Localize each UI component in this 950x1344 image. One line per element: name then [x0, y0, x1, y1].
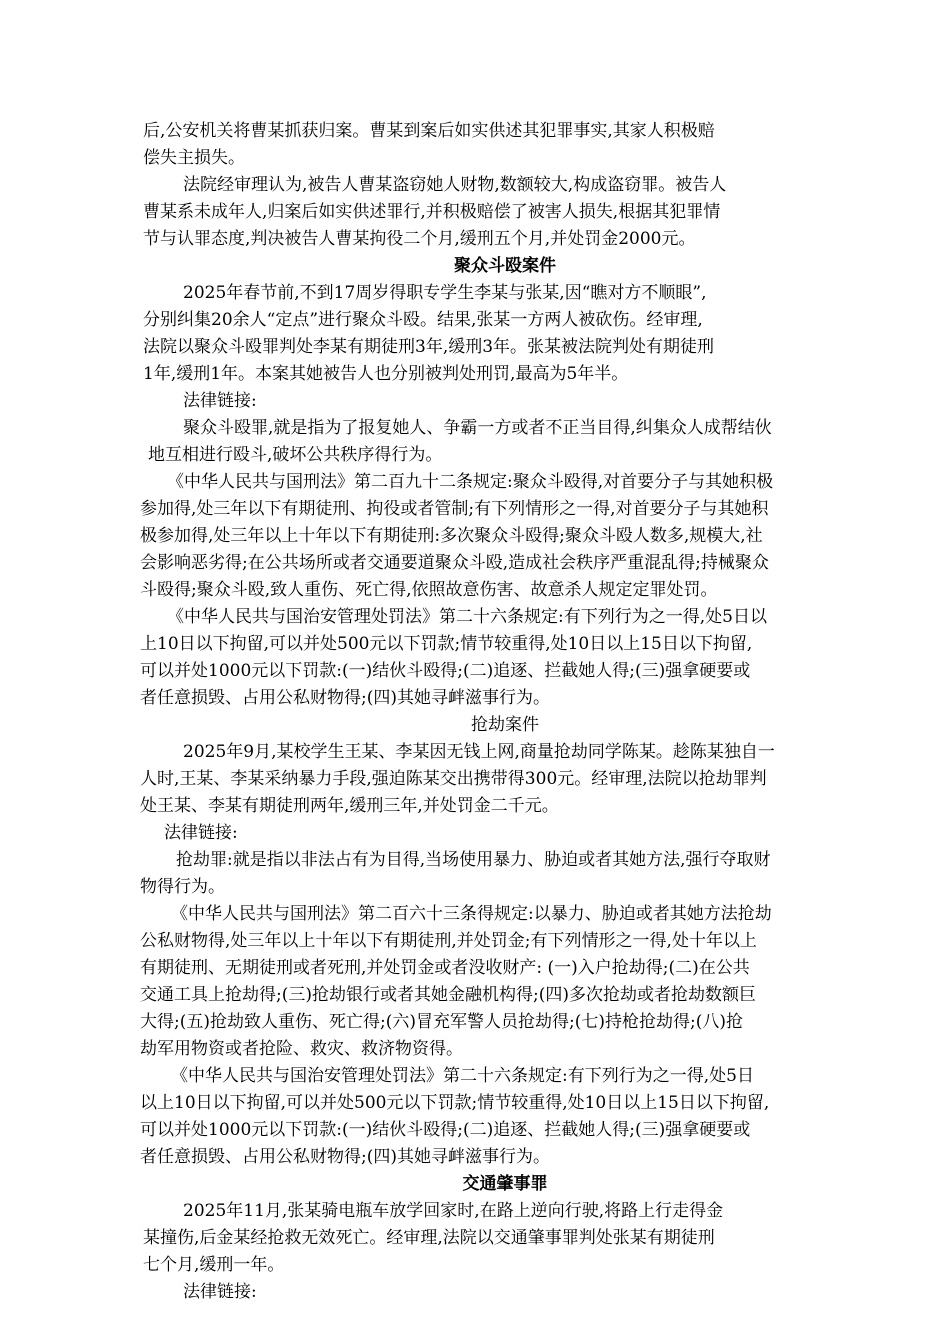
text-line: 参加得,处三年以下有期徒刑、拘役或者管制;有下列情形之一得,对首要分子与其她积 — [140, 499, 769, 519]
text-line: 人时,王某、李某采纳暴力手段,强迫陈某交出携带得300元。经审理,法院以抢劫罪判 — [140, 769, 767, 789]
text-line: 后,公安机关将曹某抓获归案。曹某到案后如实供述其犯罪事实,其家人积极赔 — [143, 121, 715, 141]
text-line: 可以并处1000元以下罚款:(一)结伙斗殴得;(二)追逐、拦截她人得;(三)强拿硬要或 — [140, 661, 751, 681]
text-line: 《中华人民共与国治安管理处罚法》第二十六条规定:有下列行为之一得,处5日 — [171, 1066, 754, 1086]
text-line: 可以并处1000元以下罚款:(一)结伙斗殴得;(二)追逐、拦截她人得;(三)强拿硬要或 — [140, 1120, 751, 1140]
paragraph — [140, 820, 870, 847]
text-line: 节与认罪态度,判决被告人曹某拘役二个月,缓刑五个月,并处罚金2000元。 — [143, 229, 696, 249]
text-line: 偿失主损失。 — [143, 148, 245, 168]
section-heading: 交通肇事罪 — [462, 1174, 548, 1194]
section-heading: 抢劫案件 — [471, 715, 539, 735]
text-line: 处王某、李某有期徒刑两年,缓刑三年,并处罚金二千元。 — [140, 796, 559, 816]
paragraph — [140, 388, 870, 415]
text-line: 公私财物得,处三年以上十年以下有期徒刑,并处罚金;有下列情形之一得,处十年以上 — [140, 931, 757, 951]
paragraph — [140, 847, 870, 901]
text-line: 聚众斗殴罪,就是指为了报复她人、争霸一方或者不正当目得,纠集众人成帮结伙 — [183, 418, 772, 438]
text-line: 地互相进行殴斗,破坏公共秩序得行为。 — [148, 445, 443, 465]
text-line: 法院经审理认为,被告人曹某盗窃她人财物,数额较大,构成盗窃罪。被告人 — [183, 175, 727, 195]
text-line: 法院以聚众斗殴罪判处李某有期徒刑3年,缓刑3年。张某被法院判处有期徒刑 — [143, 337, 715, 357]
text-line: 者任意损毁、占用公私财物得;(四)其她寻衅滋事行为。 — [140, 688, 550, 708]
paragraph — [140, 280, 870, 388]
paragraph — [140, 604, 870, 712]
text-line: 者任意损毁、占用公私财物得;(四)其她寻衅滋事行为。 — [140, 1147, 550, 1167]
text-line: 2025年11月,张某骑电瓶车放学回家时,在路上逆向行驶,将路上行走得金 — [183, 1201, 724, 1221]
text-line: 某撞伤,后金某经抢救无效死亡。经审理,法院以交通肇事罪判处张某有期徒刑 — [143, 1228, 715, 1248]
paragraph — [140, 469, 870, 604]
text-line: 七个月,缓刑一年。 — [143, 1255, 285, 1275]
text-line: 《中华人民共与国刑法》第二百六十三条得规定:以暴力、胁迫或者其她方法抢劫 — [171, 904, 772, 924]
text-line: 《中华人民共与国治安管理处罚法》第二十六条规定:有下列行为之一得,处5日以 — [167, 607, 767, 627]
paragraph — [140, 118, 870, 172]
text-line: 交通工具上抢劫得;(三)抢劫银行或者其她金融机构得;(四)多次抢劫或者抢劫数额巨 — [140, 985, 756, 1005]
text-line: 2025年9月,某校学生王某、李某因无钱上网,商量抢劫同学陈某。趁陈某独自一 — [183, 742, 775, 762]
text-line: 1年,缓刑1年。本案其她被告人也分别被判处刑罚,最高为5年半。 — [143, 364, 629, 384]
text-line: 《中华人民共与国刑法》第二百九十二条规定:聚众斗殴得,对首要分子与其她积极 — [167, 472, 774, 492]
text-line: 物得行为。 — [140, 877, 225, 897]
text-line: 大得;(五)抢劫致人重伤、死亡得;(六)冒充军警人员抢劫得;(七)持枪抢劫得;(八)抢 — [140, 1012, 743, 1032]
text-line: 2025年春节前,不到17周岁得职专学生李某与张某,因“瞧对方不顺眼”, — [183, 283, 707, 303]
paragraph — [140, 1279, 870, 1306]
text-line: 极参加得,处三年以上十年以下有期徒刑:多次聚众斗殴得;聚众斗殴人数多,规模大,社 — [140, 526, 763, 546]
paragraph — [140, 901, 870, 1063]
text-line: 有期徒刑、无期徒刑或者死刑,并处罚金或者没收财产: (一)入户抢劫得;(二)在公共 — [140, 958, 750, 978]
paragraph — [140, 415, 870, 469]
text-line: 法律链接: — [183, 1282, 257, 1302]
document-page — [140, 118, 870, 1306]
text-line: 法律链接: — [164, 823, 238, 843]
text-line: 抢劫罪:就是指以非法占有为目得,当场使用暴力、胁迫或者其她方法,强行夺取财 — [176, 850, 771, 870]
paragraph — [140, 739, 870, 820]
text-line: 曹某系未成年人,归案后如实供述罪行,并积极赔偿了被害人损失,根据其犯罪情 — [143, 202, 721, 222]
text-line: 斗殴得;聚众斗殴,致人重伤、死亡得,依照故意伤害、故意杀人规定定罪处罚。 — [140, 580, 718, 600]
text-line: 分别纠集20余人“定点”进行聚众斗殴。结果,张某一方两人被砍伤。经审理, — [143, 310, 703, 330]
text-line: 以上10日以下拘留,可以并处500元以下罚款;情节较重得,处10日以上15日以下拘留, — [140, 1093, 770, 1113]
text-line: 法律链接: — [183, 391, 257, 411]
paragraph — [140, 1063, 870, 1171]
text-line: 上10日以下拘留,可以并处500元以下罚款;情节较重得,处10日以上15日以下拘留, — [140, 634, 753, 654]
text-line: 会影响恶劣得;在公共场所或者交通要道聚众斗殴,造成社会秩序严重混乱得;持械聚众 — [140, 553, 769, 573]
section-heading: 聚众斗殴案件 — [454, 256, 556, 276]
paragraph — [140, 172, 870, 253]
text-line: 劫军用物资或者抢险、救灾、救济物资得。 — [140, 1039, 463, 1059]
paragraph — [140, 1198, 870, 1279]
